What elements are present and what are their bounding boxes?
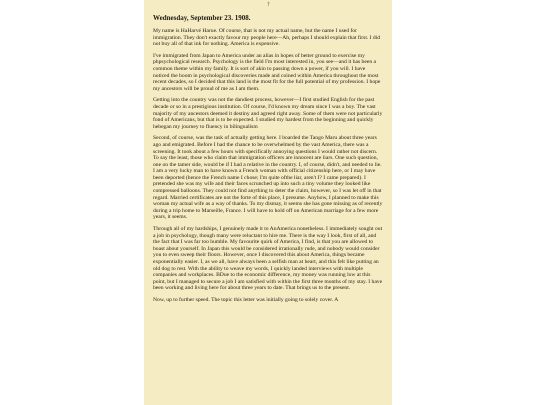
paragraph-1: My name is HaHarvé Harue. Of course, that is not my actual name, but the name I used for immigration. They don't exactly favour my people here—Ah, perhaps I should explain that first. I did not buy all of that ink for nothing. America is expensive.: [153, 28, 381, 48]
paragraph-2: I've immigrated from Japan to America under an alias in hopes of better ground to exercise my phpsychological research. Psychology is the field I'm most interested in, you see—and it has been a common theme within my family. It is sort of akin to passing down a power, if you will. I have noticed the boom in psychological discoveries made and coined within America throughout the most recent decades, so I decided that this land is the most fit for the full potential of my profession. I hope my ancestors will be proud of me as I am them.: [153, 52, 381, 92]
paragraph-3: Getting into the country was not the dandiest process, however—I first studied English for the past decade or so in a prestigious institution. Of course, I'd known my dream since I was a boy. The vast majority of my ancestors deemed it destiny and agreed right away. Some of them were not particularly fond of Americans, but that is to be expected. I studied my hardest from the beginning and quickly hebegan my journey to fluency in bilingualism: [153, 97, 383, 130]
paragraph-4: Second, of course, was the task of actually getting here. I boarded the Tango Maru about three years ago and emigrated. Before I had the chance to be overwhelmed by the vast America, there was a screening. It took about a few hours with specifically annoying questions I would rather not discern. To say the least, those who claim that immigration officers are innocent are liars. One such question, one on the tamer side, would be if I had a relative in the country. I, of course, didn't, and needed to lie. I am a very lucky man to have known a French woman with official citizenship here, or I may have been deported (hence the French name I chose; I'm quite ofthe liar, aren't I? I came prepared). I pretended she was my wife and their faces scrunched up into such a tiny volume they looked like compressed balloons. They could not find anything to deter the claim, however, so I was let off in that regard. Married certificates are not the forte of this place, I presume. Anyhow, I planned to make this woman my actual wife as a way of thanks. To my dismay, it seems she has gone missing as of recently during a trip home to Marseille, France. I will have to hold off on American marriage for a few more years, it seems.: [153, 135, 383, 221]
page-top-mark: †: [267, 2, 270, 8]
diary-page: [144, 0, 392, 405]
entry-date: Wednesday, September 23. 1908.: [153, 14, 251, 22]
paragraph-6: Now, up to further speed. The topic this letter was initially going to solely cover. A: [153, 296, 339, 303]
paragraph-5: Through all of my hardships, I genuinely made it to AnAmerica nonetheless. I immediately sought out a job in psychology, though many were reluctant to hire me. There is the way I look, first of all, and the fact that I was far too humble. My favourite quirk of America, I find, is that you are allowed to boast about yourself. In Japan this would be considered irrationally rude, and nobody would consider you to even sweep their floors. However, once I discovered this about America, things became exponentially easier. I, as we all, have always been a selfish man at heart, and this felt like putting an old dog to rest. With the ability to weave my words, I quickly landed interviews with multiple companies and workplaces. BDue to the economic difference, my money was running low at this point, but I managed to secure a job I am satisfied with within the first three months of my stay. I have been working and living here for about three years to date. That brings us to the present.: [153, 226, 383, 292]
